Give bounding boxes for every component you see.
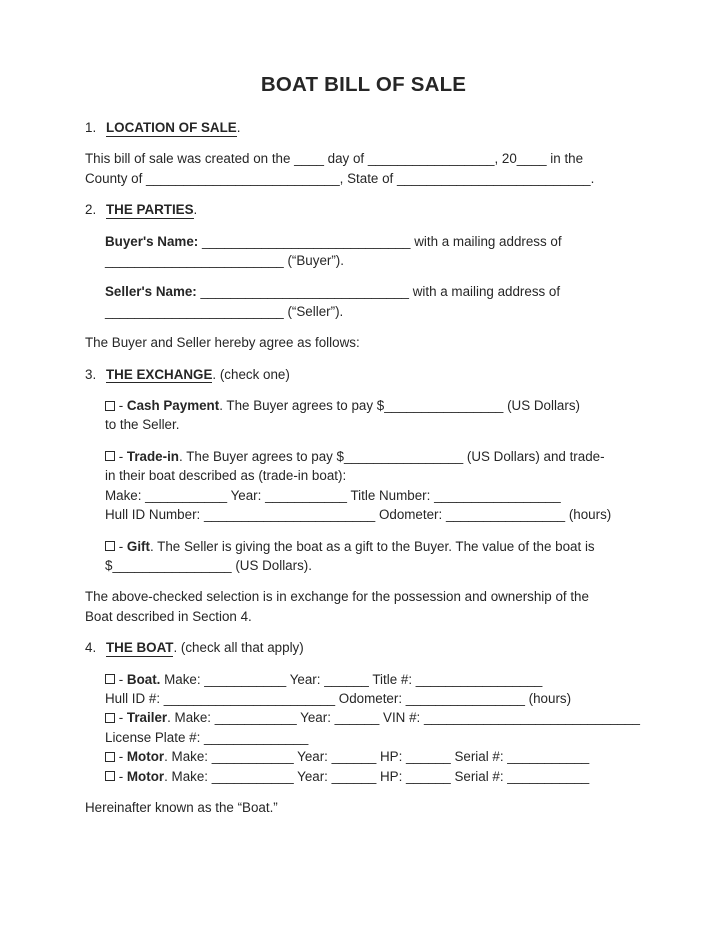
motor-item-2-line bbox=[105, 767, 642, 786]
cash-payment-line-1 bbox=[105, 396, 642, 415]
trade-in-item bbox=[105, 447, 642, 525]
buyer-address-line: ________________________ (“Buyer”). bbox=[105, 253, 344, 269]
buyer-name-block bbox=[105, 232, 642, 271]
trailer-item-line-1 bbox=[105, 708, 642, 727]
trailer-dash: - bbox=[115, 710, 127, 726]
trade-in-dash: - bbox=[115, 448, 127, 464]
exchange-closing-line-1: The above-checked selection is in exchange for the possession and ownership of the bbox=[85, 589, 589, 605]
trade-in-line-1 bbox=[105, 447, 642, 466]
boat-text: Make: ___________ Year: ______ Title #: _________________ bbox=[160, 671, 543, 687]
section-2-title: THE PARTIES bbox=[106, 202, 194, 218]
section-4-suffix: . (check all that apply) bbox=[173, 640, 304, 656]
section-1-title: LOCATION OF SALE bbox=[106, 120, 237, 135]
boat-definition-line: Hereinafter known as the “Boat.” bbox=[85, 799, 278, 815]
section-1-number: 1. bbox=[85, 120, 97, 135]
section-4-title: THE BOAT bbox=[106, 640, 174, 656]
cash-payment-item bbox=[105, 396, 642, 435]
motor-2-checkbox-icon[interactable] bbox=[105, 771, 115, 781]
agreement-line: The Buyer and Seller hereby agree as follows: bbox=[85, 335, 360, 351]
section-the-boat bbox=[85, 638, 642, 817]
boat-dash: - bbox=[115, 671, 127, 687]
section-4-heading bbox=[85, 638, 642, 657]
buyer-name-label: Buyer's Name: bbox=[105, 233, 199, 249]
cash-payment-label: Cash Payment bbox=[126, 398, 220, 414]
trailer-item-line-2: License Plate #: ______________ bbox=[105, 729, 309, 745]
section-1-heading bbox=[85, 118, 642, 137]
gift-label: Gift bbox=[126, 538, 150, 554]
gift-item bbox=[105, 537, 642, 576]
trade-in-text: . The Buyer agrees to pay $________________ (US Dollars) and trade- bbox=[179, 448, 605, 464]
boat-item-line-1 bbox=[105, 670, 642, 689]
seller-name-line bbox=[105, 282, 642, 301]
boat-definition-paragraph bbox=[85, 798, 642, 817]
section-1-suffix: . bbox=[236, 120, 241, 135]
trailer-checkbox-icon[interactable] bbox=[105, 713, 115, 723]
trailer-label: Trailer bbox=[126, 710, 168, 726]
gift-text: . The Seller is giving the boat as a gift to the Buyer. The value of the boat is bbox=[149, 538, 595, 554]
gift-checkbox-icon[interactable] bbox=[105, 541, 115, 551]
boat-item-line-2: Hull ID #: _______________________ Odometer: ________________ (hours) bbox=[105, 690, 572, 706]
section-the-parties bbox=[85, 200, 642, 352]
cash-payment-text: . The Buyer agrees to pay $________________ (US Dollars) bbox=[219, 398, 580, 414]
section-4-number: 4. bbox=[85, 640, 97, 656]
location-paragraph bbox=[85, 149, 642, 188]
section-3-title: THE EXCHANGE bbox=[106, 366, 213, 382]
motor-1-label: Motor bbox=[126, 749, 165, 765]
buyer-name-line bbox=[105, 232, 642, 251]
sale-date-line: This bill of sale was created on the ____ day of _________________, 20____ in the bbox=[85, 151, 584, 167]
trade-in-hull-odometer-line: Hull ID Number: _______________________ Odometer: ________________ (hours) bbox=[105, 507, 612, 523]
exchange-closing-line-2: Boat described in Section 4. bbox=[85, 608, 252, 624]
buyer-name-blank: ____________________________ with a mailing address of bbox=[198, 233, 562, 249]
trade-in-line-2: in their boat described as (trade-in boat): bbox=[105, 468, 347, 484]
seller-name-blank: ____________________________ with a mailing address of bbox=[196, 284, 561, 300]
seller-name-label: Seller's Name: bbox=[105, 284, 197, 300]
cash-payment-line-2: to the Seller. bbox=[105, 417, 180, 433]
motor-2-dash: - bbox=[115, 768, 127, 784]
section-3-number: 3. bbox=[85, 366, 97, 382]
trade-in-label: Trade-in bbox=[126, 448, 179, 464]
motor-2-label: Motor bbox=[126, 768, 165, 784]
motor-1-checkbox-icon[interactable] bbox=[105, 752, 115, 762]
document-title: BOAT BILL OF SALE bbox=[260, 73, 467, 96]
motor-1-dash: - bbox=[115, 749, 127, 765]
cash-payment-dash: - bbox=[115, 398, 127, 414]
agreement-paragraph bbox=[85, 333, 642, 352]
boat-items-group bbox=[105, 670, 642, 786]
section-3-suffix: . (check one) bbox=[212, 366, 290, 382]
section-2-number: 2. bbox=[85, 202, 97, 218]
section-location-of-sale bbox=[85, 118, 642, 188]
motor-item-1-line bbox=[105, 747, 642, 766]
trade-in-checkbox-icon[interactable] bbox=[105, 451, 115, 461]
gift-dash: - bbox=[115, 538, 127, 554]
motor-1-text: . Make: ___________ Year: ______ HP: ______ Serial #: ___________ bbox=[164, 749, 590, 765]
boat-checkbox-icon[interactable] bbox=[105, 674, 115, 684]
county-state-line: County of __________________________, State of __________________________. bbox=[85, 170, 595, 186]
motor-2-text: . Make: ___________ Year: ______ HP: ______ Serial #: ___________ bbox=[164, 768, 590, 784]
section-the-exchange bbox=[85, 365, 642, 626]
exchange-closing-paragraph bbox=[85, 587, 642, 626]
seller-address-line: ________________________ (“Seller”). bbox=[105, 303, 344, 319]
gift-line-1 bbox=[105, 537, 642, 556]
trailer-text: . Make: ___________ Year: ______ VIN #: _____________________________ bbox=[167, 710, 640, 726]
section-3-heading bbox=[85, 365, 642, 384]
section-2-suffix: . bbox=[193, 202, 198, 218]
seller-name-block bbox=[105, 282, 642, 321]
gift-line-2: $________________ (US Dollars). bbox=[105, 557, 312, 573]
section-2-heading bbox=[85, 200, 642, 219]
cash-payment-checkbox-icon[interactable] bbox=[105, 401, 115, 411]
trade-in-make-year-title-line: Make: ___________ Year: ___________ Title Number: _________________ bbox=[105, 487, 561, 503]
boat-label: Boat. bbox=[126, 671, 161, 687]
